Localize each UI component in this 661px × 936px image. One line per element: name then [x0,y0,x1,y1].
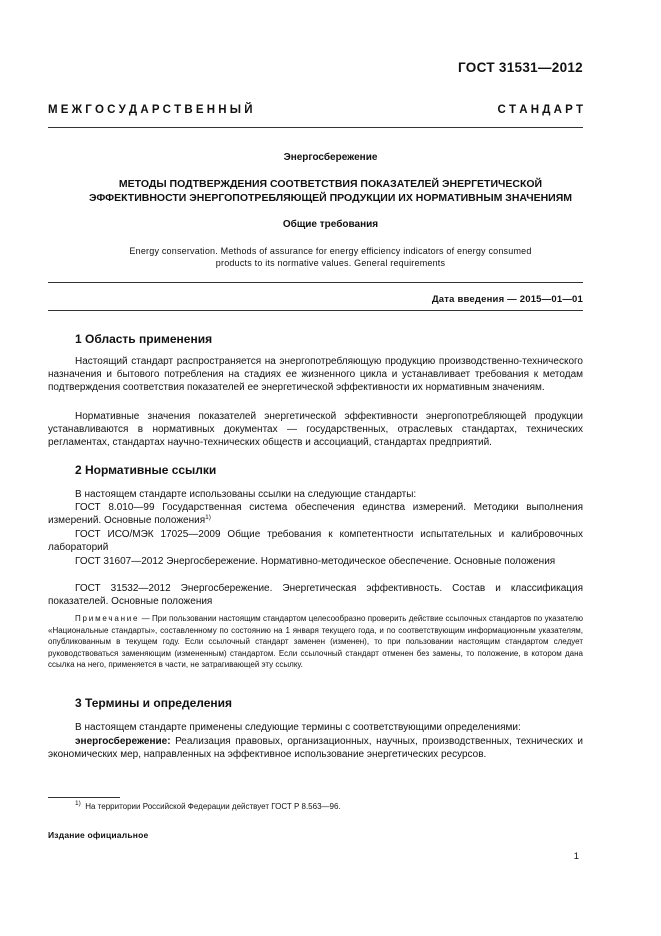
subtitle: Общие требования [282,219,379,230]
section-3-heading: 3 Термины и определения [75,696,233,710]
footnote-rule [48,797,120,798]
term-definition [48,735,583,761]
section-1-paragraph-1 [48,355,583,394]
footnote-text: На территории Российской Федерации действует ГОСТ Р 8.563—96. [85,802,341,811]
footnote-marker: 1) [205,514,211,521]
title-line-1: МЕТОДЫ ПОДТВЕРЖДЕНИЯ СООТВЕТСТВИЯ ПОКАЗАТЕЛЕЙ ЭНЕРГЕТИЧЕСКОЙ [118,178,543,190]
introduction-date: Дата введения — 2015—01—01 [431,294,583,305]
section-1-p2-text: Нормативные значения показателей энергетической эффективности энергопотребляющей продукции устанавливаются в нормативных документах — государственных, отраслевых стандартах, технических регламентах, стандартах научно-технических обществ и ассоциаций, стандартах предприятий. [48,411,583,448]
note-label: Примечание [75,614,140,623]
section-2-heading: 2 Нормативные ссылки [75,463,217,477]
title-rule [48,282,583,283]
banner-rule [48,127,583,128]
standard-type-banner [48,104,583,116]
section-2-intro [48,488,583,501]
standard-title [40,177,621,205]
topic-label: Энергосбережение [283,152,378,163]
section-1-p1-text: Настоящий стандарт распространяется на энергопотребляющую продукцию производственно-технического назначения и бытового потребления на стадиях ее жизненного цикла и устанавливает требования к методам подтверждения соответствия показателей ее энергетической эффективности их нормативным значениям. [48,356,583,393]
reference-2-text: ГОСТ ИСО/МЭК 17025—2009 Общие требования к компетентности испытательных и калибровочных лабораторий [48,529,583,553]
footnote-number: 1) [75,800,81,807]
section-2-intro-text: В настоящем стандарте использованы ссылки на следующие стандарты: [75,489,417,500]
document-number: ГОСТ 31531—2012 [458,60,583,75]
edition-label: Издание официальное [48,830,149,840]
english-title [60,245,601,269]
date-rule [48,310,583,311]
banner-left: М Е Ж Г О С У Д А Р С Т В Е Н Н Ы Й [48,104,253,116]
reference-1 [48,501,583,527]
page-number: 1 [573,851,579,862]
reference-3 [48,555,583,568]
section-3-intro-text: В настоящем стандарте применены следующие термины с соответствующими определениями: [75,722,521,733]
banner-right: С Т А Н Д А Р Т [497,104,583,116]
english-title-line-1: Energy conservation. Methods of assurance for energy efficiency indicators of energy consumed [129,246,532,256]
reference-2 [48,528,583,554]
reference-4 [48,582,583,608]
reference-3-text: ГОСТ 31607—2012 Энергосбережение. Нормативно-методическое обеспечение. Основные положения [75,556,556,567]
title-line-2: ЭФФЕКТИВНОСТИ ЭНЕРГОПОТРЕБЛЯЮЩЕЙ ПРОДУКЦИИ ИХ НОРМАТИВНЫМ ЗНАЧЕНИЯМ [88,192,573,204]
reference-1-text: ГОСТ 8.010—99 Государственная система обеспечения единства измерений. Методики выполнения измерений. Основные положения [48,502,583,526]
section-3-intro [48,721,583,734]
reference-4-text: ГОСТ 31532—2012 Энергосбережение. Энергетическая эффективность. Состав и классификация показателей. Основные положения [48,583,583,607]
definition-text: Реализация правовых, организационных, научных, производственных, технических и экономических мер, направленных на эффективное использование энергетических ресурсов. [48,736,583,760]
section-1-paragraph-2 [48,410,583,449]
note [48,613,583,671]
note-text: — При пользовании настоящим стандартом целесообразно проверить действие ссылочных стандартов по указателю «Национальные стандарты», составленному по состоянию на 1 января текущего года, и по соответствующим информационным указателям, опубликованным в текущем году. Если ссылочный стандарт заменен (изменен), то при пользовании настоящим стандартом следует руководствоваться заменяющим (измененным) стандартом. Если ссылочный стандарт отменен без замены, то положение, в котором дана ссылка на него, применяется в части, не затрагивающей эту ссылку. [48,614,583,670]
section-1-heading: 1 Область применения [75,332,213,346]
footnote [75,802,341,811]
english-title-line-2: products to its normative values. General requirements [215,258,446,268]
term: энергосбережение: [75,736,171,747]
